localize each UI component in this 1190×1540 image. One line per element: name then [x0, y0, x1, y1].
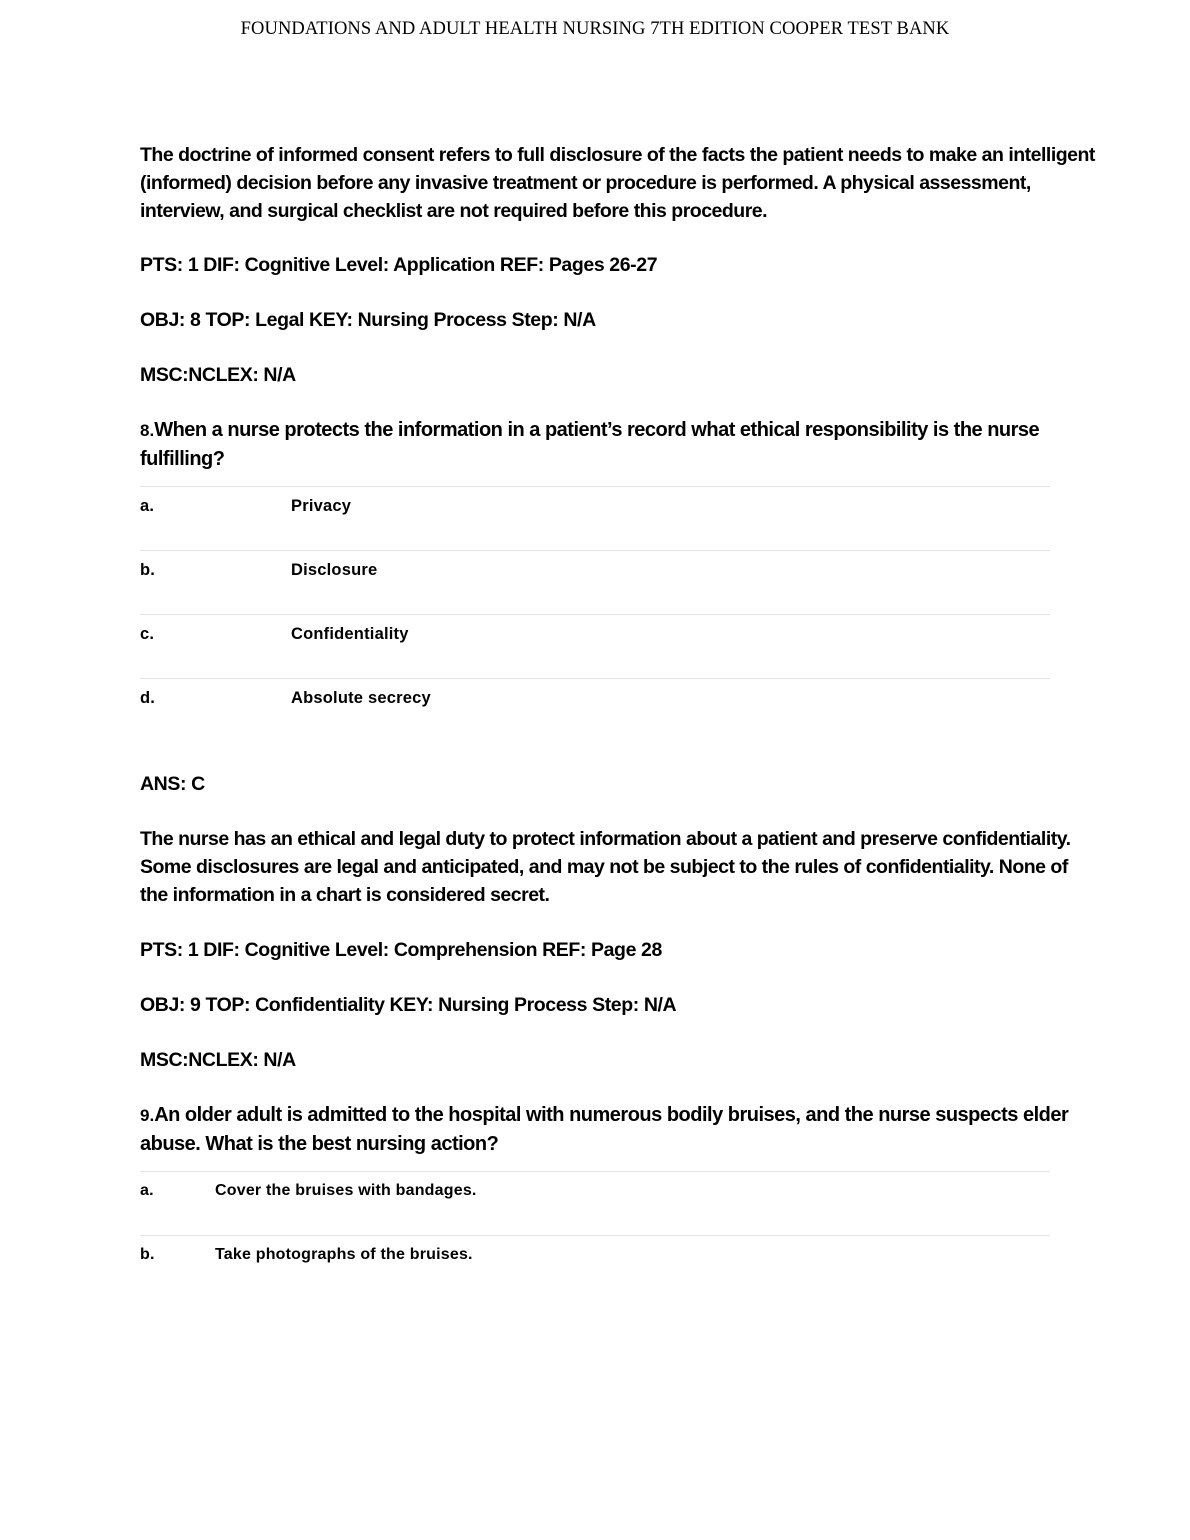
q8-stem: When a nurse protects the information in a patient’s record what ethical responsibility is the nurse fulfilling? — [140, 419, 1040, 470]
option-letter: c. — [140, 625, 155, 643]
option-letter: d. — [140, 689, 156, 707]
q8-number: 8. — [140, 421, 155, 440]
option-letter: a. — [140, 497, 155, 515]
q8-option-d — [140, 678, 1050, 742]
q9-options — [140, 1171, 1100, 1299]
q8-option-b — [140, 550, 1050, 614]
q8-pts: PTS: 1 DIF: Cognitive Level: Comprehension REF: Page 28 — [140, 939, 662, 961]
q9-option-a — [140, 1171, 1050, 1235]
q8-option-a — [140, 486, 1050, 550]
q9-number: 9. — [140, 1106, 155, 1125]
q8-msc: MSC:NCLEX: N/A — [140, 1049, 296, 1071]
option-text: Disclosure — [291, 561, 378, 579]
q9-option-b — [140, 1235, 1050, 1299]
q9-stem-block — [140, 1101, 1100, 1158]
q9-stem: An older adult is admitted to the hospital with numerous bodily bruises, and the nurse suspects elder abuse. What is the best nursing action? — [140, 1104, 1069, 1155]
q8-option-c — [140, 614, 1050, 678]
q8-rationale: The nurse has an ethical and legal duty to protect information about a patient and preserve confidentiality. Some disclosures are legal and anticipated, and may not be subject to the rules of confidentiality. None of the information in a chart is considered secret. — [140, 828, 1071, 906]
option-text: Confidentiality — [291, 625, 409, 643]
q8-options — [140, 486, 1100, 742]
q8-obj: OBJ: 9 TOP: Confidentiality KEY: Nursing Process Step: N/A — [140, 994, 677, 1016]
option-text: Privacy — [291, 497, 352, 515]
page-header: FOUNDATIONS AND ADULT HEALTH NURSING 7TH EDITION COOPER TEST BANK — [240, 19, 950, 39]
option-text: Take photographs of the bruises. — [215, 1246, 473, 1263]
q7-msc: MSC:NCLEX: N/A — [140, 364, 296, 386]
q8-answer: ANS: C — [140, 773, 205, 795]
q7-pts: PTS: 1 DIF: Cognitive Level: Application REF: Pages 26-27 — [140, 254, 658, 276]
option-letter: a. — [140, 1182, 154, 1199]
option-text: Cover the bruises with bandages. — [215, 1182, 477, 1199]
q7-rationale: The doctrine of informed consent refers to full disclosure of the facts the patient needs to make an intelligent (informed) decision before any invasive treatment or procedure is performed. A physical assessment, interview, and surgical checklist are not required before this procedure. — [140, 144, 1095, 222]
option-letter: b. — [140, 1246, 155, 1263]
document-body — [140, 141, 1100, 1299]
option-text: Absolute secrecy — [291, 689, 431, 707]
option-letter: b. — [140, 561, 156, 579]
q7-obj: OBJ: 8 TOP: Legal KEY: Nursing Process Step: N/A — [140, 309, 596, 331]
q8-stem-block — [140, 416, 1090, 473]
